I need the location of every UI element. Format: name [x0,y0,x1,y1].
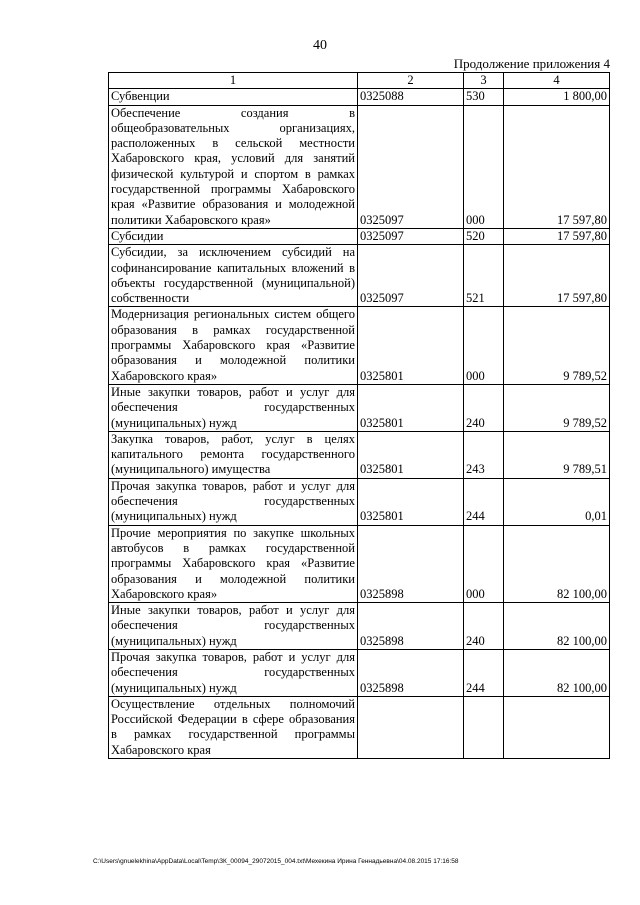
row-name-cell: Закупка товаров, работ, услуг в целях капитального ремонта государственного (муниципального) имущества [109,431,358,478]
column-header-sum: 4 [504,73,610,89]
row-code-cell: 0325801 [358,478,464,525]
row-sum-cell: 0,01 [504,478,610,525]
table-row [109,89,610,105]
table-row [109,245,610,307]
row-code-cell: 0325097 [358,245,464,307]
row-sum-cell: 9 789,52 [504,307,610,384]
table-row [109,525,610,602]
table-row [109,478,610,525]
row-code-cell: 0325097 [358,105,464,228]
row-type-cell: 240 [464,384,504,431]
row-type-cell: 244 [464,478,504,525]
page-number: 40 [313,38,327,53]
row-name-cell: Модернизация региональных систем общего образования в рамках государственной программы Хабаровского края «Развитие образования и молодежной политики Хабаровского края» [109,307,358,384]
row-sum-cell: 17 597,80 [504,245,610,307]
row-name-cell: Прочие мероприятия по закупке школьных автобусов в рамках государственной программы Хабаровского края «Развитие образования и молодежной политики Хабаровского края» [109,525,358,602]
row-code-cell [358,696,464,758]
row-name-cell: Обеспечение создания в общеобразовательных организациях, расположенных в сельской местности Хабаровского края, условий для занятий физической культурой и спортом в рамках государственной программы Хабаровского края «Развитие образования и молодежной политики Хабаровского края» [109,105,358,228]
row-sum-cell: 9 789,51 [504,431,610,478]
table-row [109,228,610,244]
column-header-name: 1 [109,73,358,89]
row-sum-cell: 82 100,00 [504,603,610,650]
row-code-cell: 0325898 [358,603,464,650]
row-type-cell: 530 [464,89,504,105]
table-row [109,649,610,696]
row-name-cell: Иные закупки товаров, работ и услуг для обеспечения государственных (муниципальных) нужд [109,384,358,431]
row-type-cell: 000 [464,105,504,228]
row-sum-cell [504,696,610,758]
row-name-cell: Субвенции [109,89,358,105]
row-sum-cell: 82 100,00 [504,649,610,696]
table-row [109,105,610,228]
row-sum-cell: 17 597,80 [504,105,610,228]
table-row [109,307,610,384]
table-row [109,603,610,650]
budget-table [108,72,610,759]
table-row [109,696,610,758]
row-type-cell [464,696,504,758]
row-type-cell: 243 [464,431,504,478]
row-name-cell: Прочая закупка товаров, работ и услуг для обеспечения государственных (муниципальных) нужд [109,649,358,696]
table-header-row [109,73,610,89]
row-sum-cell: 9 789,52 [504,384,610,431]
row-code-cell: 0325898 [358,649,464,696]
row-name-cell: Иные закупки товаров, работ и услуг для обеспечения государственных (муниципальных) нужд [109,603,358,650]
row-type-cell: 000 [464,525,504,602]
row-sum-cell: 17 597,80 [504,228,610,244]
row-code-cell: 0325898 [358,525,464,602]
row-type-cell: 520 [464,228,504,244]
row-name-cell: Субсидии, за исключением субсидий на софинансирование капитальных вложений в объекты государственной (муниципальной) собственности [109,245,358,307]
row-type-cell: 240 [464,603,504,650]
row-type-cell: 244 [464,649,504,696]
table-row [109,431,610,478]
row-code-cell: 0325801 [358,384,464,431]
row-name-cell: Субсидии [109,228,358,244]
row-code-cell: 0325801 [358,431,464,478]
row-code-cell: 0325088 [358,89,464,105]
row-name-cell: Осуществление отдельных полномочий Российской Федерации в сфере образования в рамках государственной программы Хабаровского края [109,696,358,758]
row-type-cell: 521 [464,245,504,307]
row-sum-cell: 82 100,00 [504,525,610,602]
column-header-code: 2 [358,73,464,89]
file-path-footer: C:\Users\gnuelekhina\AppData\Local\Temp\ЗК_00094_29072015_004.txt\Мехекина Ирина Геннадьевна\04.08.2015 17:16:58 [93,858,459,865]
column-header-type: 3 [464,73,504,89]
row-name-cell: Прочая закупка товаров, работ и услуг для обеспечения государственных (муниципальных) нужд [109,478,358,525]
row-code-cell: 0325097 [358,228,464,244]
row-code-cell: 0325801 [358,307,464,384]
row-sum-cell: 1 800,00 [504,89,610,105]
row-type-cell: 000 [464,307,504,384]
table-row [109,384,610,431]
appendix-continuation-label: Продолжение приложения 4 [453,56,610,71]
